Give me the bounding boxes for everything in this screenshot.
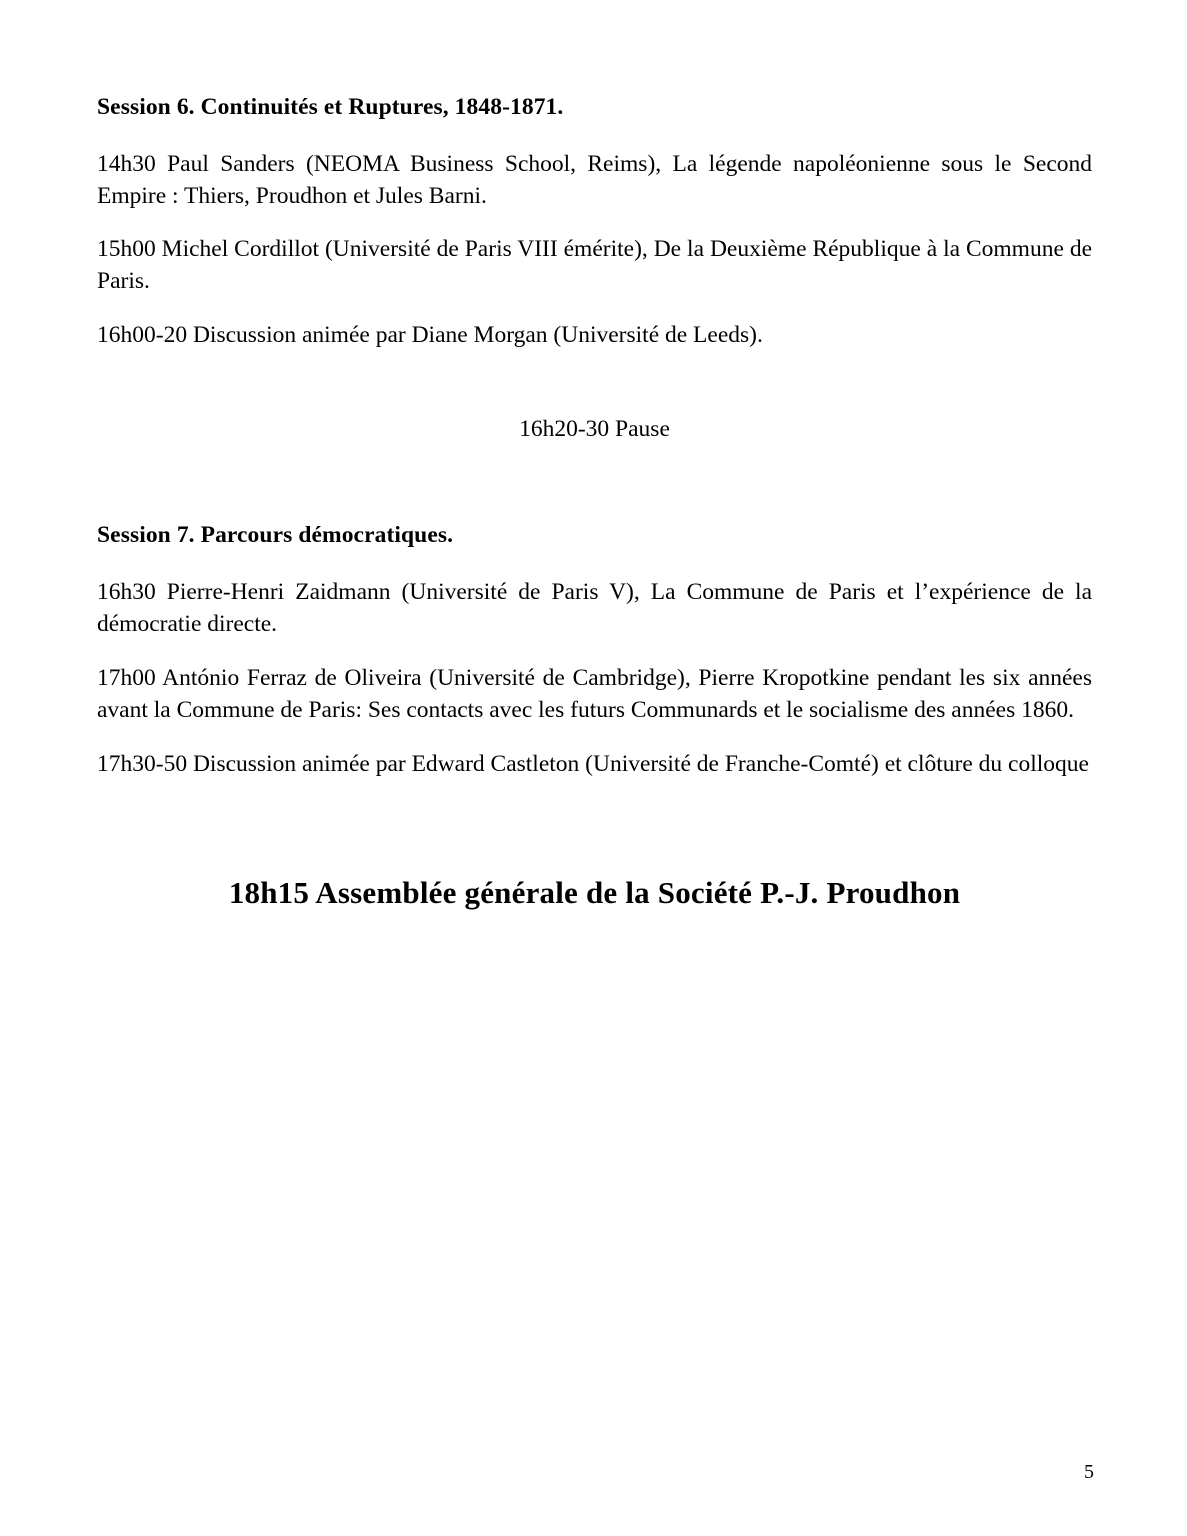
session-6-heading: Session 6. Continuités et Ruptures, 1848-1871. [97,94,564,120]
session-7-entry-1: 16h30 Pierre-Henri Zaidmann (Université de Paris V), La Commune de Paris et l’expérience de la démocratie directe. [97,578,1092,637]
page-number: 5 [1084,1461,1094,1483]
session-7-entry-2: 17h00 António Ferraz de Oliveira (Université de Cambridge), Pierre Kropotkine pendant les six années avant la Commune de Paris: Ses contacts avec les futurs Communards et le socialisme des années 1860. [97,664,1092,723]
session-6-entry-3: 16h00-20 Discussion animée par Diane Morgan (Université de Leeds). [97,322,763,349]
pause-note: 16h20-30 Pause [519,416,670,443]
session-6-entry-1: 14h30 Paul Sanders (NEOMA Business School, Reims), La légende napoléonienne sous le Second Empire : Thiers, Proudhon et Jules Barni. [97,150,1092,209]
final-assembly-title: 18h15 Assemblée générale de la Société P.-J. Proudhon [228,874,961,910]
session-6-entry-2: 15h00 Michel Cordillot (Université de Paris VIII émérite), De la Deuxième République à la Commune de Paris. [97,236,1092,295]
document-body [97,92,1092,913]
session-7-heading: Session 7. Parcours démocratiques. [97,522,454,549]
session-7-entry-3: 17h30-50 Discussion animée par Edward Castleton (Université de Franche-Comté) et clôture du colloque [97,750,1089,777]
